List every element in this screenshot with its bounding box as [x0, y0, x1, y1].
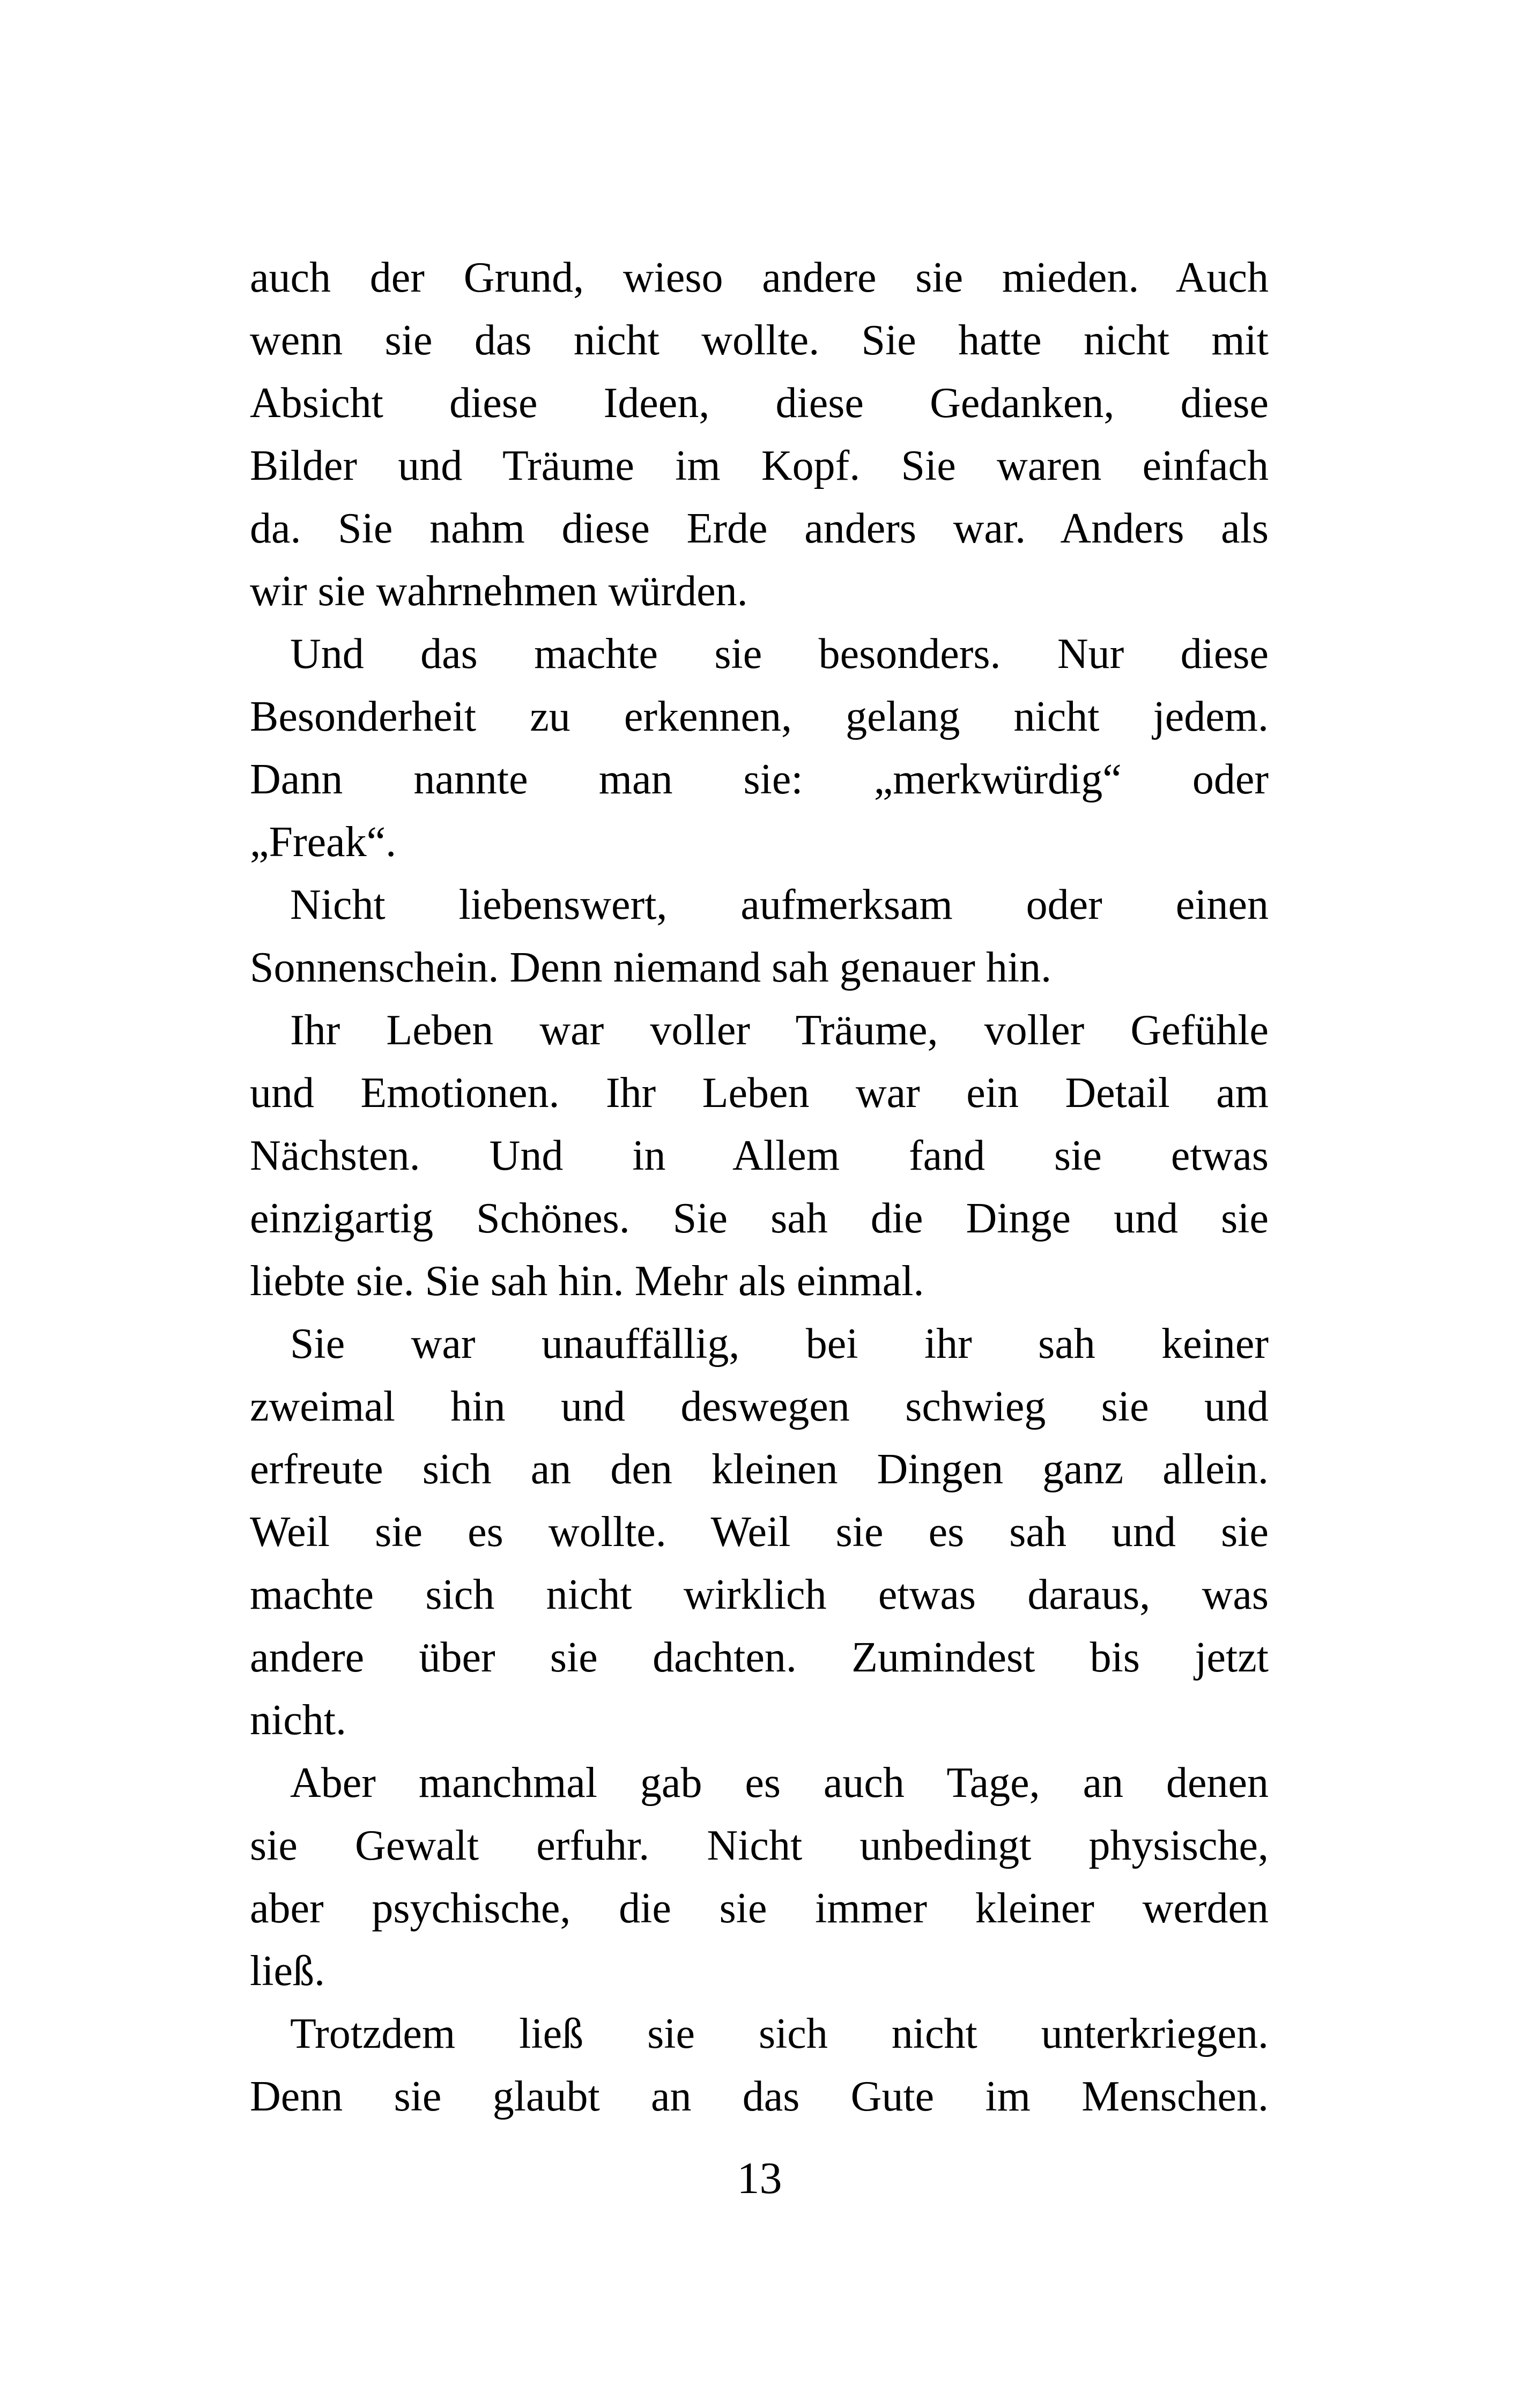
text-line: einzigartig Schönes. Sie sah die Dinge und sie — [250, 1195, 1269, 1242]
text-line: „Freak“. — [250, 819, 397, 866]
text-line: auch der Grund, wieso andere sie mieden. Auch — [250, 254, 1269, 301]
text-line: und Emotionen. Ihr Leben war ein Detail am — [250, 1069, 1269, 1117]
text-line: Denn sie glaubt an das Gute im Menschen. — [250, 2073, 1269, 2120]
text-line: Bilder und Träume im Kopf. Sie waren einfach — [250, 442, 1269, 489]
text-line: Aber manchmal gab es auch Tage, an denen — [290, 1759, 1269, 1807]
text-line: Absicht diese Ideen, diese Gedanken, diese — [250, 380, 1269, 427]
text-line: Und das machte sie besonders. Nur diese — [290, 630, 1269, 678]
text-line: erfreute sich an den kleinen Dingen ganz allein. — [250, 1446, 1269, 1493]
text-line: Sie war unauffällig, bei ihr sah keiner — [290, 1320, 1269, 1367]
text-line: Nächsten. Und in Allem fand sie etwas — [250, 1132, 1269, 1179]
paragraph — [250, 1313, 1269, 1752]
text-line: liebte sie. Sie sah hin. Mehr als einmal. — [250, 1258, 924, 1305]
text-line: Ihr Leben war voller Träume, voller Gefühle — [290, 1007, 1269, 1054]
paragraph — [250, 999, 1269, 1313]
paragraph — [250, 623, 1269, 874]
text-line: aber psychische, die sie immer kleiner werden — [250, 1885, 1269, 1932]
paragraph — [250, 2003, 1269, 2128]
text-line: Trotzdem ließ sie sich nicht unterkriegen. — [290, 2010, 1269, 2057]
text-line: Nicht liebenswert, aufmerksam oder einen — [290, 881, 1269, 928]
text-line: Weil sie es wollte. Weil sie es sah und sie — [250, 1508, 1269, 1556]
text-line: da. Sie nahm diese Erde anders war. Anders als — [250, 505, 1269, 552]
text-line: wenn sie das nicht wollte. Sie hatte nicht mit — [250, 317, 1269, 364]
paragraph — [250, 874, 1269, 999]
body-text — [250, 247, 1269, 2128]
text-line: machte sich nicht wirklich etwas daraus, was — [250, 1571, 1269, 1618]
text-line: Dann nannte man sie: „merkwürdig“ oder — [250, 756, 1269, 803]
text-line: wir sie wahrnehmen würden. — [250, 568, 748, 615]
paragraph — [250, 247, 1269, 623]
text-line: sie Gewalt erfuhr. Nicht unbedingt physische, — [250, 1822, 1269, 1869]
text-line: ließ. — [250, 1948, 325, 1995]
text-line: andere über sie dachten. Zumindest bis jetzt — [250, 1634, 1269, 1681]
text-line: Besonderheit zu erkennen, gelang nicht jedem. — [250, 693, 1269, 740]
page-number: 13 — [737, 2153, 782, 2203]
paragraph — [250, 1752, 1269, 2003]
text-line: nicht. — [250, 1697, 346, 1744]
text-line: Sonnenschein. Denn niemand sah genauer hin. — [250, 944, 1052, 991]
text-line: zweimal hin und deswegen schwieg sie und — [250, 1383, 1269, 1430]
